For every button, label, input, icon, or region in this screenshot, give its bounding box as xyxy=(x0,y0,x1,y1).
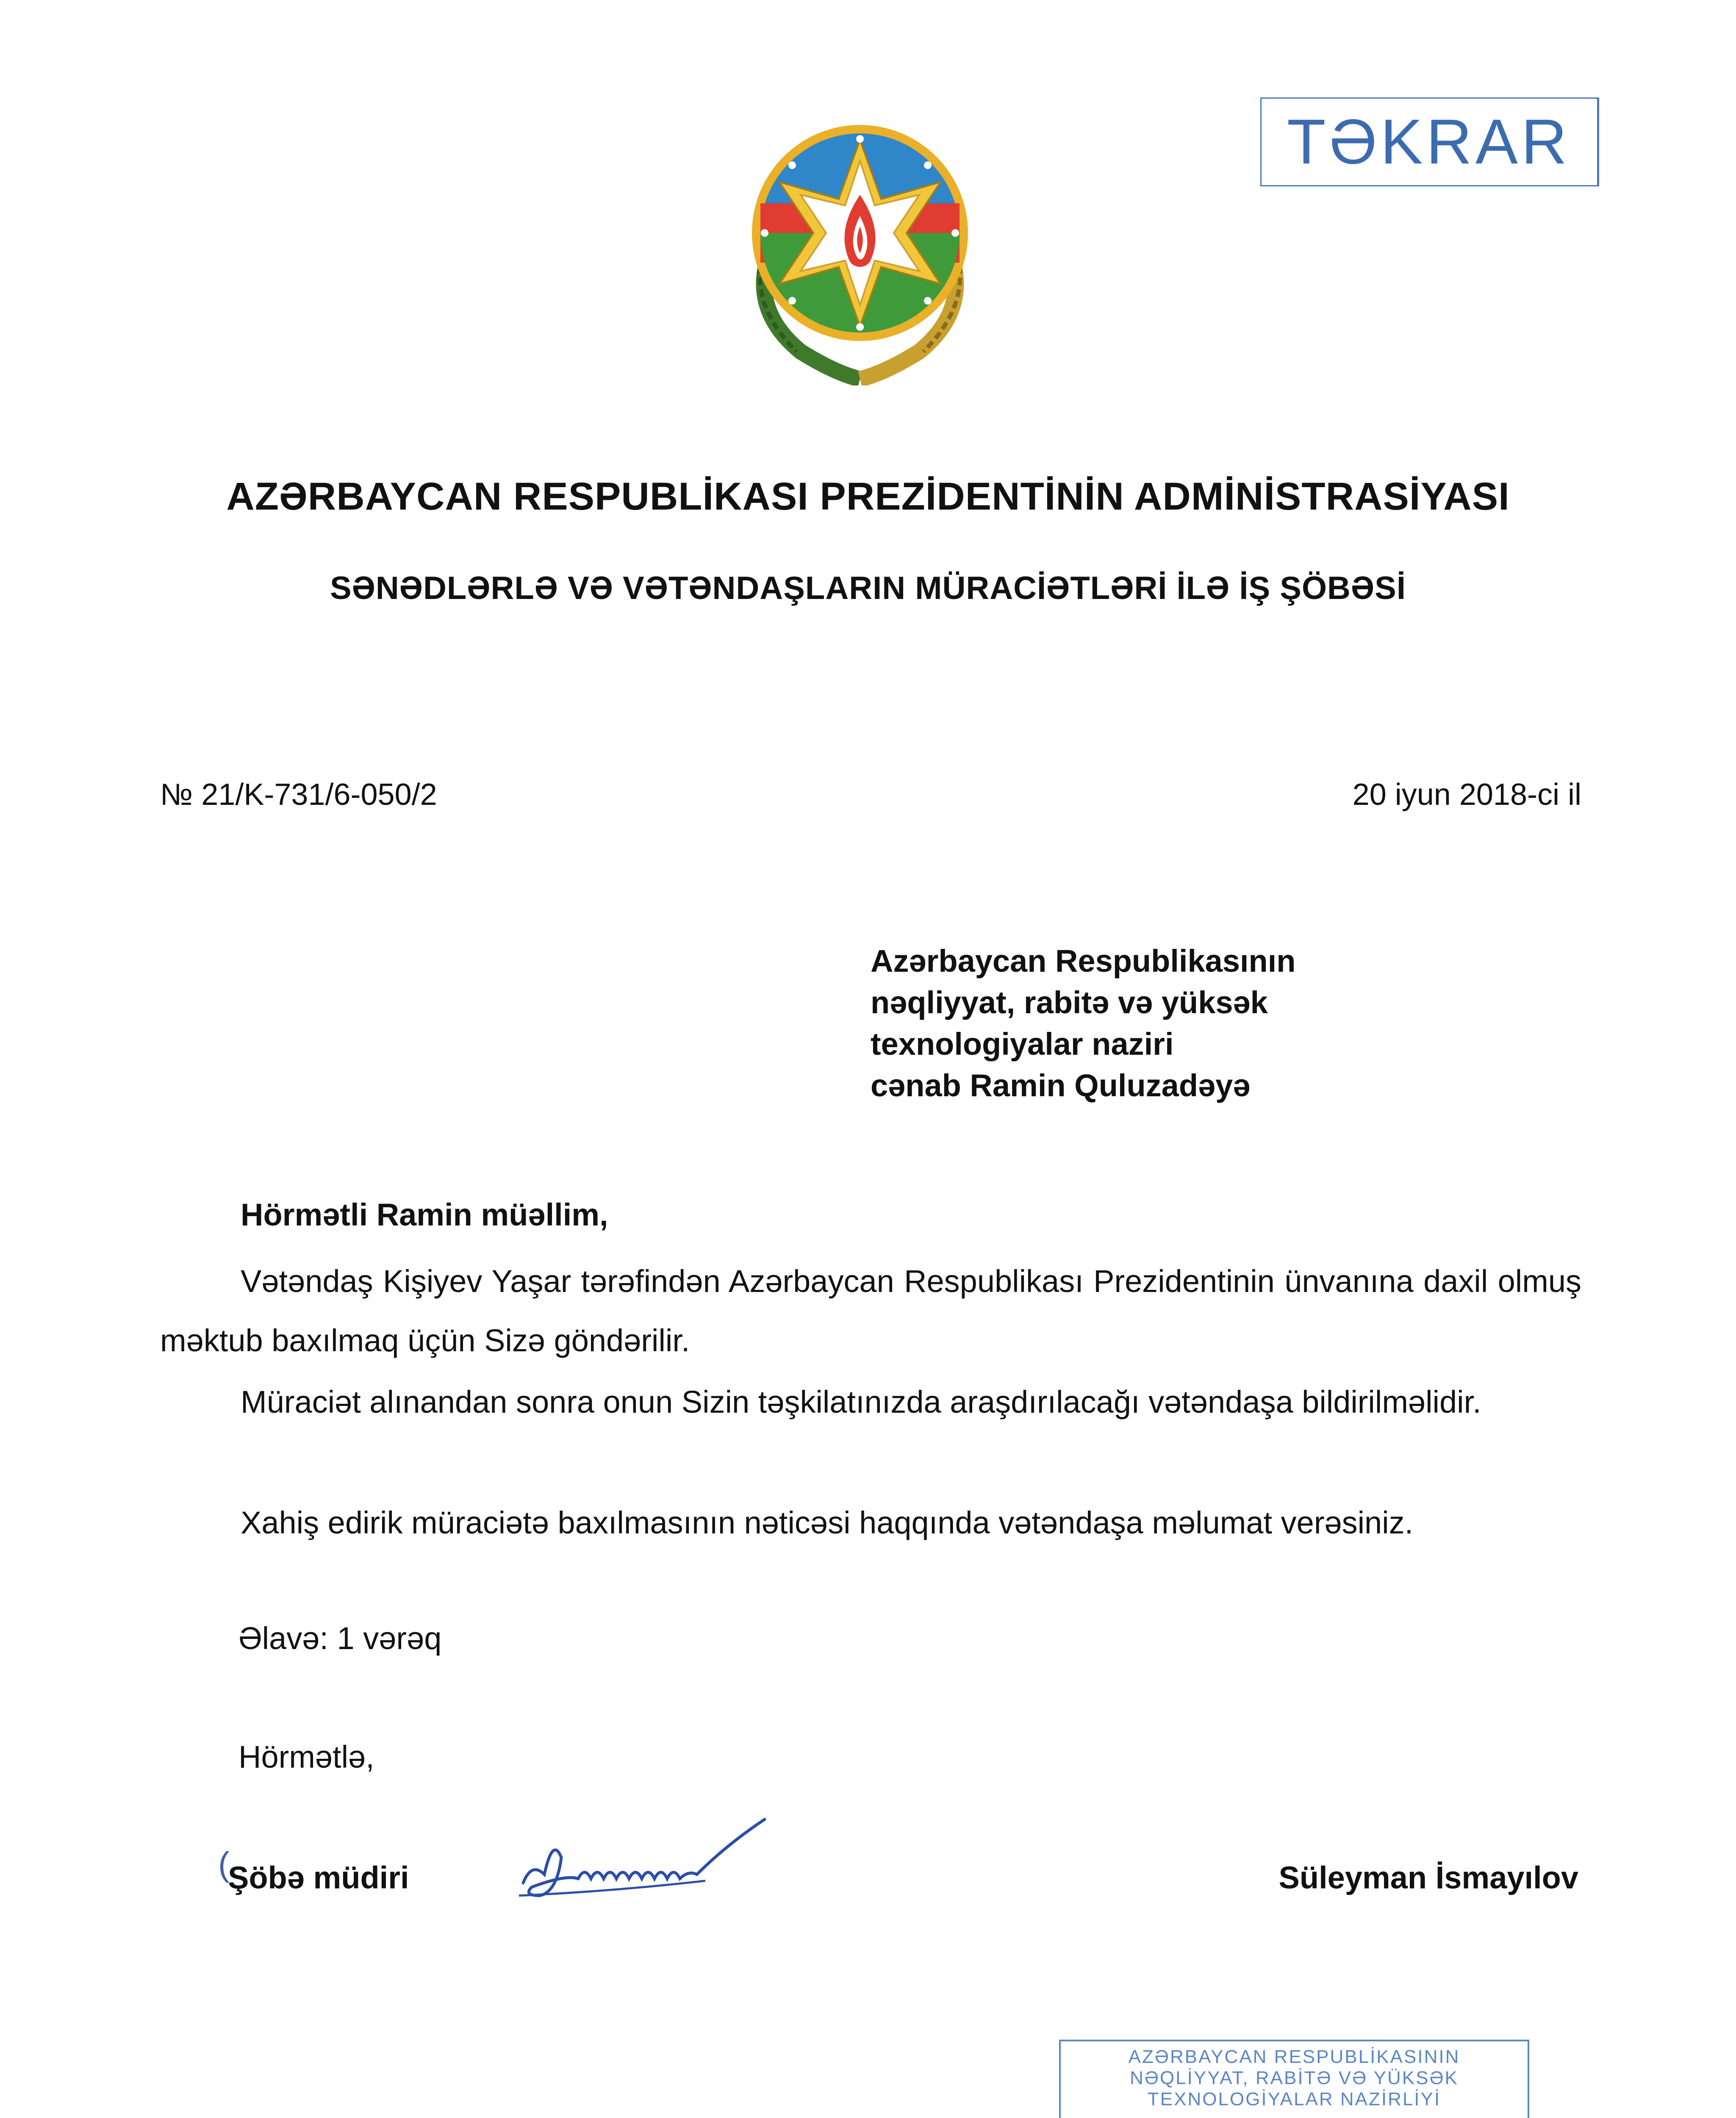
repeat-stamp xyxy=(1260,97,1599,186)
addressee-line: nəqliyyat, rabitə və yüksək xyxy=(871,985,1268,1020)
body-paragraph-text: Vətəndaş Kişiyev Yaşar tərəfindən Azərbaycan Respublikası Prezidentinin ünvanına daxil olmuş məktub baxılmaq üçün Sizə göndərilir. xyxy=(160,1264,1581,1358)
page-title: AZƏRBAYCAN RESPUBLİKASI PREZİDENTİNİN ADMİNİSTRASİYASI xyxy=(226,475,1510,518)
signer-position: Şöbə müdiri xyxy=(228,1860,409,1895)
stamp-line: TEXNOLOGİYALAR NAZİRLİYİ xyxy=(1147,2089,1441,2110)
page-subtitle: SƏNƏDLƏRLƏ VƏ VƏTƏNDAŞLARIN MÜRACİƏTLƏRİ İLƏ İŞ ŞÖBƏSİ xyxy=(330,570,1406,606)
addressee-block xyxy=(871,940,1295,1106)
document-number: № 21/K-731/6-050/2 xyxy=(160,778,437,812)
addressee-line: cənab Ramin Quluzadəyə xyxy=(871,1068,1251,1103)
signer-name: Süleyman İsmayılov xyxy=(1278,1860,1578,1895)
body-paragraph xyxy=(160,1372,1581,1432)
body-paragraph xyxy=(160,1252,1581,1370)
incoming-registration-stamp xyxy=(1059,2040,1529,2118)
azerbaijan-coat-of-arms-icon xyxy=(737,114,983,385)
addressee-line: Azərbaycan Respublikasının xyxy=(871,943,1296,979)
repeat-stamp-text: TƏKRAR xyxy=(1287,106,1571,177)
stamp-line: NƏQLİYYAT, RABİTƏ VƏ YÜKSƏK xyxy=(1130,2068,1459,2088)
document-date: 20 iyun 2018-ci il xyxy=(1352,778,1581,812)
salutation: Hörmətli Ramin müəllim, xyxy=(241,1197,608,1232)
closing-text: Hörmətlə, xyxy=(238,1739,374,1774)
ink-mark: ( xyxy=(218,1845,230,1883)
handwritten-signature xyxy=(506,1811,786,1913)
body-paragraph-text: Müraciət alınandan sonra onun Sizin təşkilatınızda araşdırılacağı vətəndaşa bildirilməlidir. xyxy=(241,1384,1481,1419)
addressee-line: texnologiyalar naziri xyxy=(871,1026,1174,1062)
stamp-line: AZƏRBAYCAN RESPUBLİKASININ xyxy=(1128,2046,1460,2067)
attachment-note: Əlavə: 1 vərəq xyxy=(238,1621,442,1656)
body-paragraph xyxy=(160,1493,1581,1552)
body-paragraph-text: Xahiş edirik müraciətə baxılmasının nəticəsi haqqında vətəndaşa məlumat verəsiniz. xyxy=(241,1505,1414,1540)
